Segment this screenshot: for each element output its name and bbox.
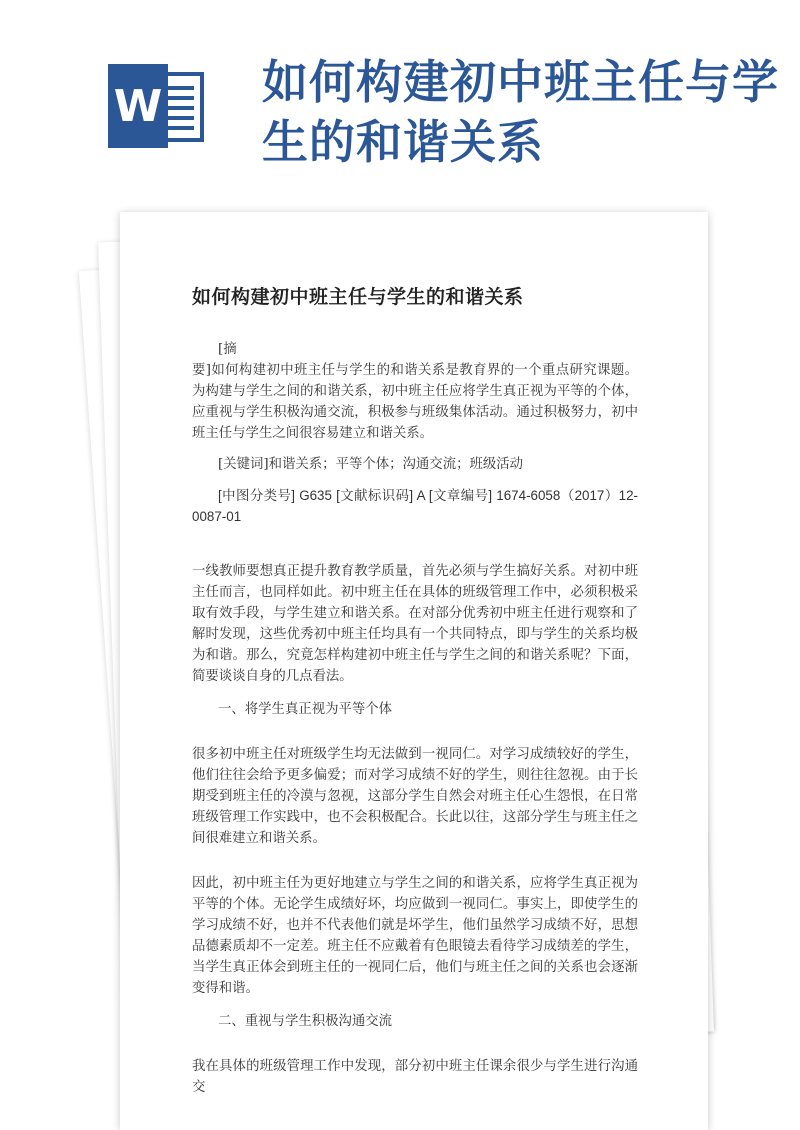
word-document-icon (108, 64, 208, 148)
section-heading-1: 一、将学生真正视为平等个体 (218, 702, 393, 717)
document-page (120, 212, 708, 1130)
document-title: 如何构建初中班主任与学生的和谐关系 (192, 286, 524, 308)
section2-paragraph-1: 我在具体的班级管理工作中发现，部分初中班主任课余很少与学生进行沟通交 (192, 1059, 638, 1095)
section1-paragraph-1: 很多初中班主任对班级学生均无法做到一视同仁。对学习成绩较好的学生，他们往往会给予更多偏爱；而对学习成绩不好的学生，则往往忽视。由于长期受到班主任的冷漠与忽视，这部分学生自然会对班主任心生怨恨，在日常班级管理工作实践中，也不会积极配合。长此以往，这部分学生与班主任之间很难建立和谐关系。 (192, 747, 638, 846)
section-heading-2: 二、重视与学生积极沟通交流 (218, 1014, 393, 1029)
abstract-text: 要]如何构建初中班主任与学生的和谐关系是教育界的一个重点研究课题。为构建与学生之间的和谐关系，初中班主任应将学生真正视为平等的个体，应重视与学生积极沟通交流，积极参与班级集体活动。通过积极努力，初中班主任与学生之间很容易建立和谐关系。 (192, 363, 638, 441)
banner-title: 如何构建初中班主任与学生的和谐关系 (262, 55, 779, 169)
section1-paragraph-2: 因此，初中班主任为更好地建立与学生之间的和谐关系，应将学生真正视为平等的个体。无论学生成绩好坏，均应做到一视同仁。事实上，即使学生的学习成绩不好，也并不代表他们就是坏学生，他们虽然学习成绩不好，思想品德素质却不一定差。班主任不应戴着有色眼镜去看待学习成绩差的学生，当学生真正体会到班主任的一视同仁后，他们与班主任之间的关系也会逐渐变得和谐。 (192, 876, 638, 996)
classification-info: [中图分类号] G635 [文献标识码] A [文章编号] 1674-6058（2017）12-0087-01 (192, 488, 638, 524)
watermark: ​ (57, 150, 63, 171)
keywords: [关键词]和谐关系；平等个体；沟通交流；班级活动 (218, 457, 524, 472)
word-logo-letter: W (108, 64, 168, 148)
intro-paragraph: 一线教师要想真正提升教育教学质量，首先必须与学生搞好关系。对初中班主任而言，也同样如此。初中班主任在具体的班级管理工作中，必须积极采取有效手段，与学生建立和谐关系。在对部分优秀初中班主任进行观察和了解时发现，这些优秀初中班主任均具有一个共同特点，即与学生的关系均极为和谐。那么，究竟怎样构建初中班主任与学生之间的和谐关系呢？下面，简要谈谈自身的几点看法。 (192, 564, 638, 684)
abstract-label: [摘 (218, 342, 237, 357)
document-content (192, 282, 638, 1098)
